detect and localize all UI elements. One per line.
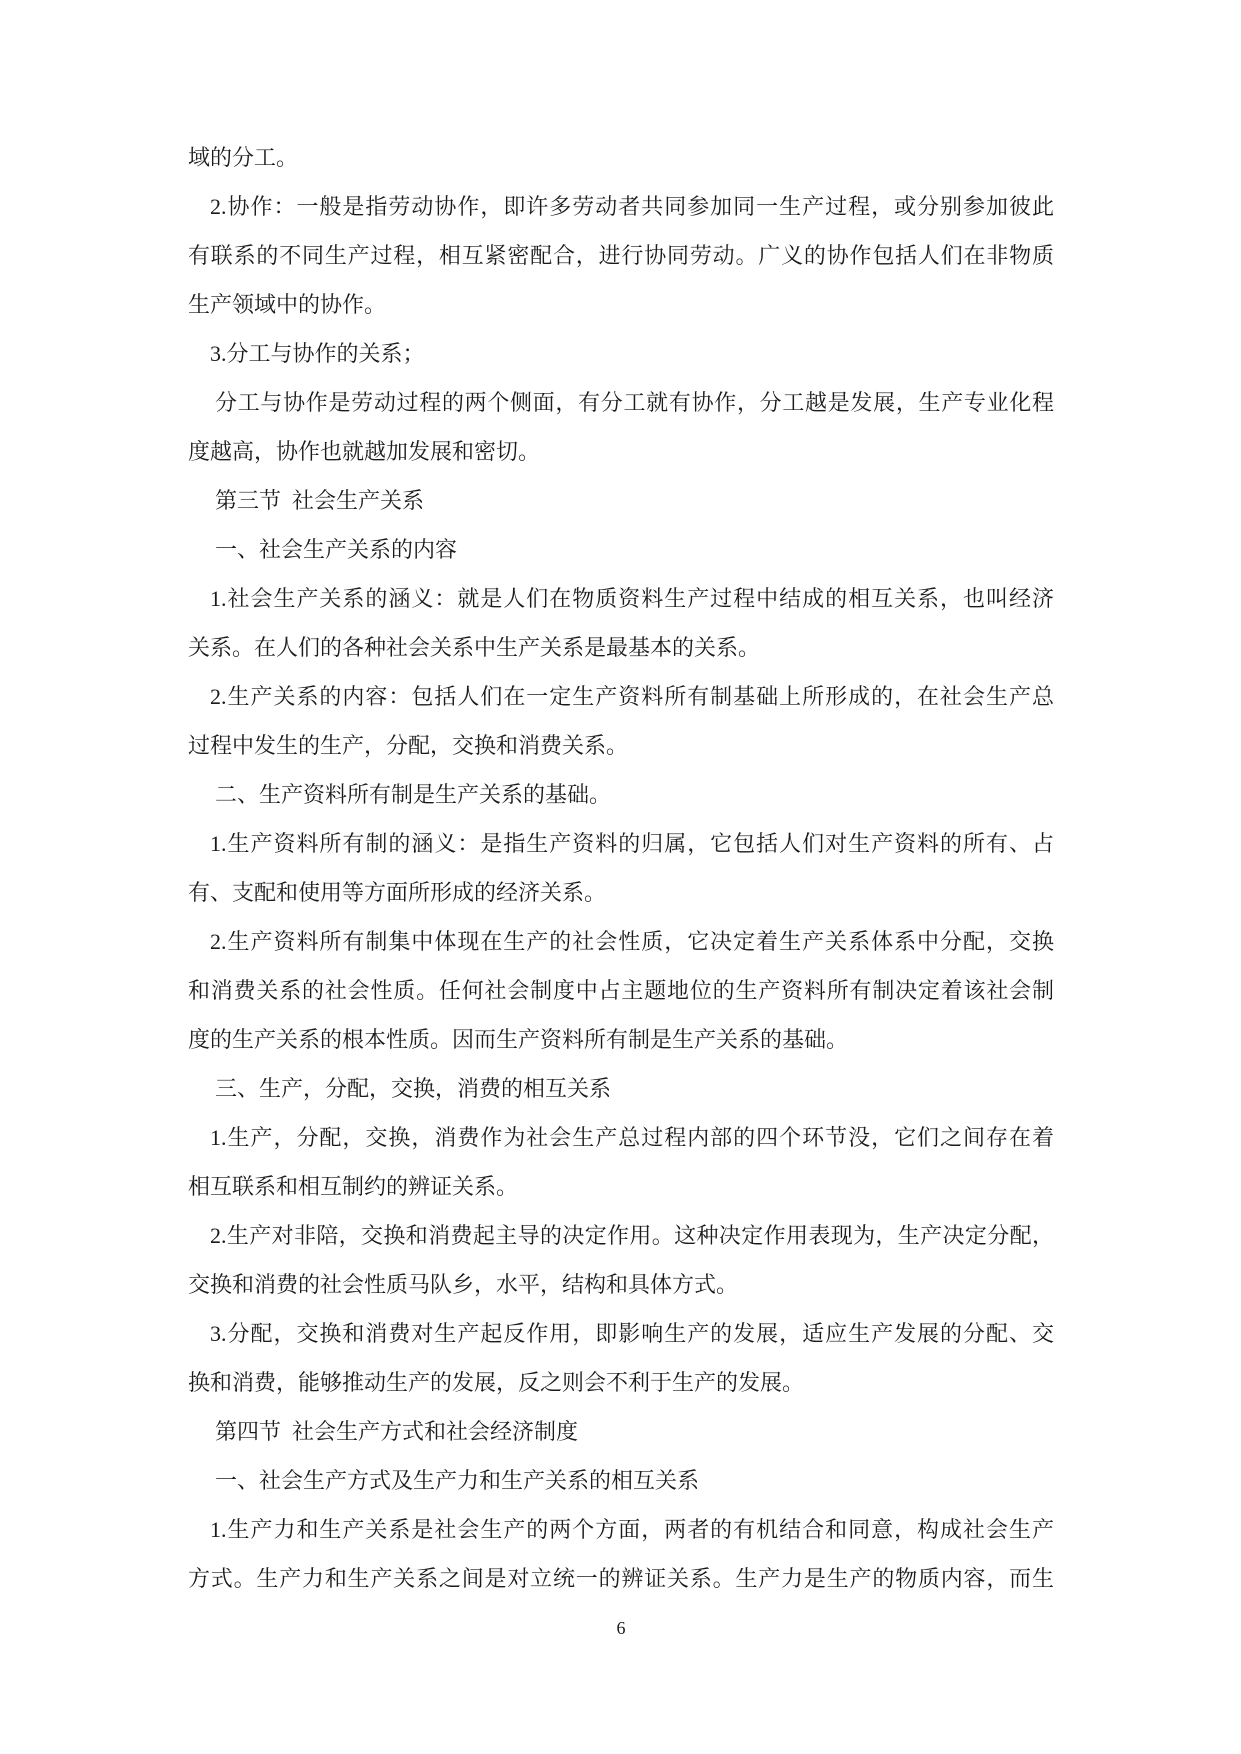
- paragraph: [188, 378, 1054, 476]
- body-text-line: 交换和消费的社会性质马队乡，水平，结构和具体方式。: [188, 1272, 739, 1297]
- body-text-line: 有联系的不同生产过程，相互紧密配合，进行协同劳动。广义的协作包括人们在非物质: [188, 243, 1054, 268]
- subsection-heading: [188, 525, 1054, 574]
- subsection-heading: [188, 1456, 1054, 1505]
- body-text-line: 过程中发生的生产，分配，交换和消费关系。: [188, 733, 629, 758]
- subsection-heading-text: 一、社会生产方式及生产力和生产关系的相互关系: [215, 1468, 700, 1493]
- paragraph: [188, 1211, 1054, 1309]
- paragraph: [188, 1113, 1054, 1211]
- paragraph: [188, 917, 1054, 1064]
- paragraph: [188, 672, 1054, 770]
- paragraph: [188, 574, 1054, 672]
- body-text-line: 2.协作：一般是指劳动协作，即许多劳动者共同参加同一生产过程，或分别参加彼此: [210, 194, 1054, 219]
- body-text-line: 2.生产关系的内容：包括人们在一定生产资料所有制基础上所形成的，在社会生产总: [210, 684, 1054, 709]
- body-text-line: 3.分工与协作的关系；: [210, 341, 425, 366]
- body-text-line: 生产领域中的协作。: [188, 292, 387, 317]
- paragraph: [188, 1505, 1054, 1603]
- paragraph-item-heading: [188, 329, 1054, 378]
- subsection-heading: [188, 770, 1054, 819]
- body-text-line: 1.生产力和生产关系是社会生产的两个方面，两者的有机结合和同意，构成社会生产: [210, 1517, 1054, 1542]
- body-text-line: 有、支配和使用等方面所形成的经济关系。: [188, 880, 607, 905]
- page-number: 6: [616, 1618, 626, 1638]
- text-body: [188, 133, 1054, 1603]
- body-text-line: 2.生产资料所有制集中体现在生产的社会性质，它决定着生产关系体系中分配，交换: [210, 929, 1054, 954]
- section-heading: [188, 1407, 1054, 1456]
- body-text-line: 相互联系和相互制约的辨证关系。: [188, 1174, 519, 1199]
- subsection-heading-text: 一、社会生产关系的内容: [215, 537, 458, 562]
- body-text-line: 1.生产资料所有制的涵义：是指生产资料的归属，它包括人们对生产资料的所有、占: [210, 831, 1054, 856]
- section-heading: [188, 476, 1054, 525]
- body-text-line: 2.生产对非陪，交换和消费起主导的决定作用。这种决定作用表现为，生产决定分配，: [210, 1223, 1054, 1248]
- subsection-heading: [188, 1064, 1054, 1113]
- body-text-line: 方式。生产力和生产关系之间是对立统一的辨证关系。生产力是生产的物质内容，而生: [188, 1566, 1054, 1591]
- body-text-line: 换和消费，能够推动生产的发展，反之则会不利于生产的发展。: [188, 1370, 805, 1395]
- body-text-line: 和消费关系的社会性质。任何社会制度中占主题地位的生产资料所有制决定着该社会制: [188, 978, 1054, 1003]
- paragraph: [188, 1309, 1054, 1407]
- body-text-line: 分工与协作是劳动过程的两个侧面，有分工就有协作，分工越是发展，生产专业化程: [215, 390, 1054, 415]
- subsection-heading-text: 二、生产资料所有制是生产关系的基础。: [215, 782, 612, 807]
- subsection-heading-text: 三、生产，分配，交换，消费的相互关系: [215, 1076, 612, 1101]
- body-text-line: 度越高，协作也就越加发展和密切。: [188, 439, 541, 464]
- section-heading-text: 第三节 社会生产关系: [215, 488, 425, 513]
- body-text-line: 关系。在人们的各种社会关系中生产关系是最基本的关系。: [188, 635, 761, 660]
- paragraph: [188, 133, 1054, 182]
- body-text-line: 1.生产，分配，交换，消费作为社会生产总过程内部的四个环节没，它们之间存在着: [210, 1125, 1054, 1150]
- body-text-line: 度的生产关系的根本性质。因而生产资料所有制是生产关系的基础。: [188, 1027, 849, 1052]
- body-text-line: 3.分配，交换和消费对生产起反作用，即影响生产的发展，适应生产发展的分配、交: [210, 1321, 1054, 1346]
- section-heading-text: 第四节 社会生产方式和社会经济制度: [215, 1419, 579, 1444]
- paragraph: [188, 819, 1054, 917]
- body-text-line: 域的分工。: [188, 145, 299, 170]
- paragraph-cooperation: [188, 182, 1054, 329]
- body-text-line: 1.社会生产关系的涵义：就是人们在物质资料生产过程中结成的相互关系，也叫经济: [210, 586, 1054, 611]
